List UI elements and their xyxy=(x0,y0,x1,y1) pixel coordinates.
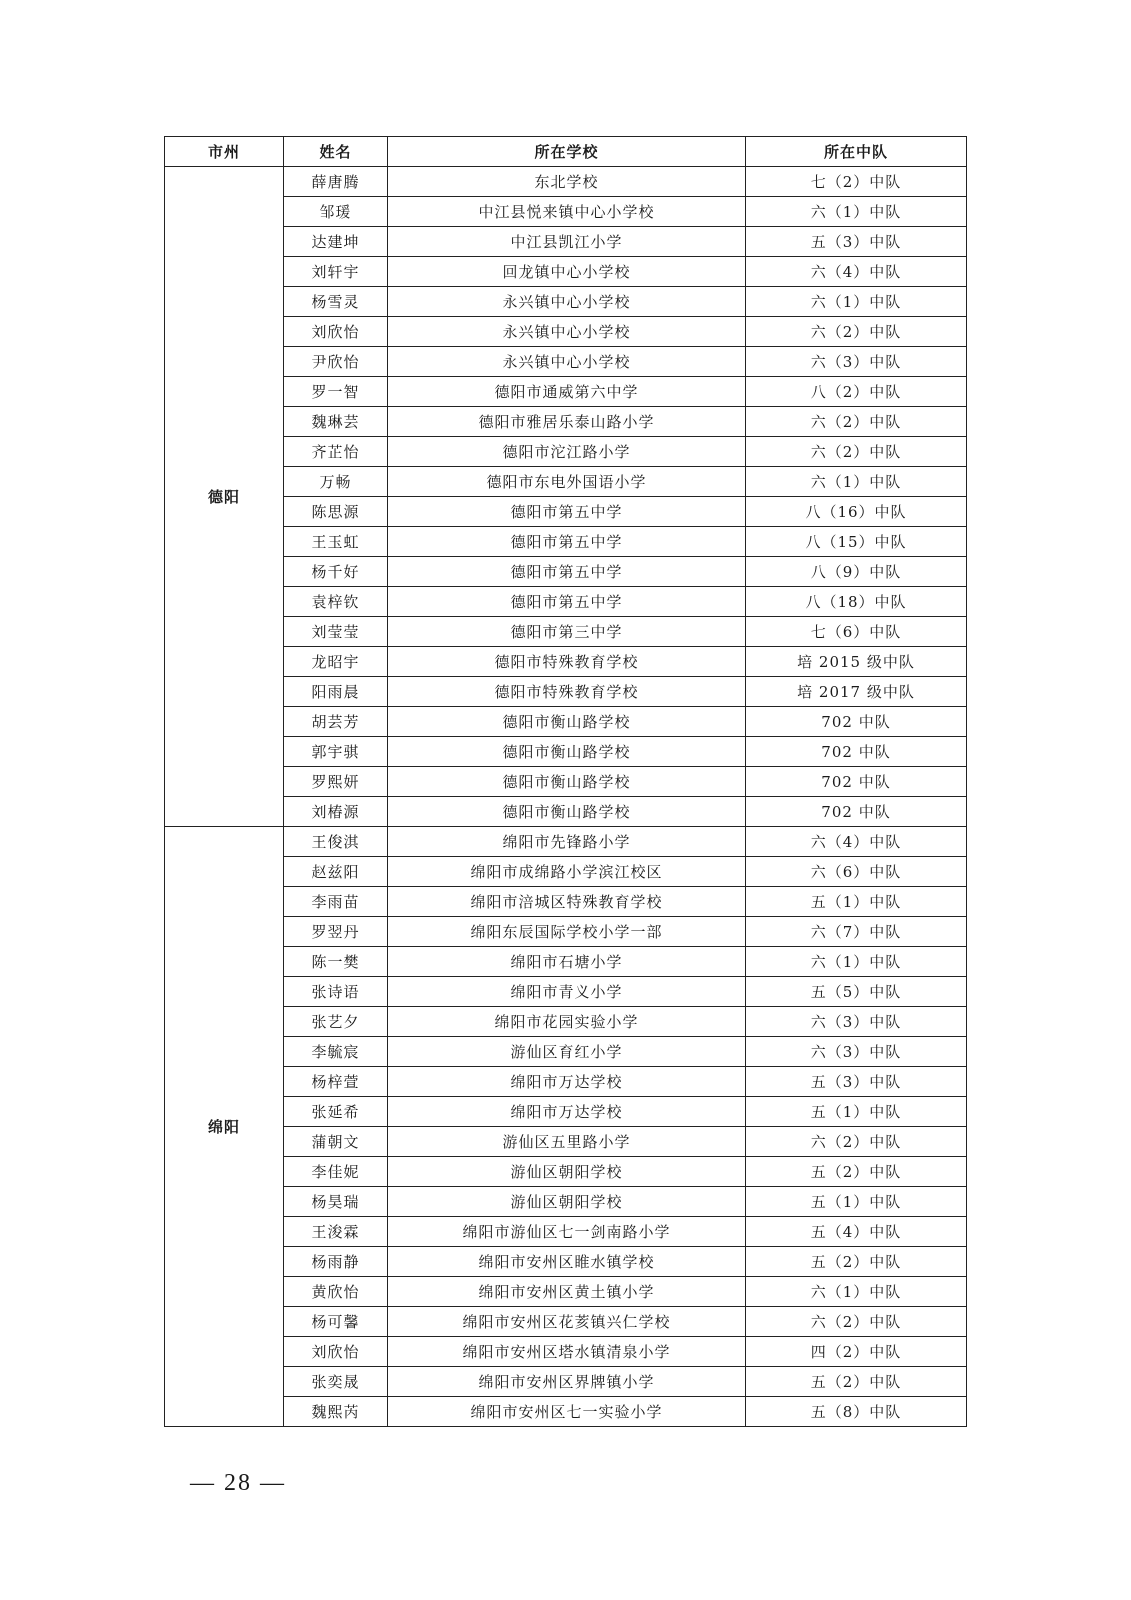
school-cell: 东北学校 xyxy=(388,167,746,197)
student-name-cell: 赵兹阳 xyxy=(284,857,388,887)
student-name-cell: 罗翌丹 xyxy=(284,917,388,947)
school-cell: 德阳市第五中学 xyxy=(388,557,746,587)
table-header-row xyxy=(165,137,967,167)
squad-cell: 五（1）中队 xyxy=(746,887,967,917)
student-name-cell: 袁梓钦 xyxy=(284,587,388,617)
school-cell: 德阳市衡山路学校 xyxy=(388,767,746,797)
student-name-cell: 张诗语 xyxy=(284,977,388,1007)
school-cell: 德阳市衡山路学校 xyxy=(388,797,746,827)
squad-cell: 702 中队 xyxy=(746,797,967,827)
table-row xyxy=(165,647,967,677)
student-name-cell: 刘欣怡 xyxy=(284,1337,388,1367)
table-row xyxy=(165,797,967,827)
squad-cell: 六（3）中队 xyxy=(746,347,967,377)
school-cell: 绵阳市石塘小学 xyxy=(388,947,746,977)
student-name-cell: 刘轩宇 xyxy=(284,257,388,287)
student-name-cell: 郭宇骐 xyxy=(284,737,388,767)
school-cell: 绵阳市万达学校 xyxy=(388,1097,746,1127)
table-row xyxy=(165,767,967,797)
header-school: 所在学校 xyxy=(388,137,746,167)
school-cell: 绵阳市成绵路小学滨江校区 xyxy=(388,857,746,887)
school-cell: 德阳市沱江路小学 xyxy=(388,437,746,467)
student-name-cell: 万畅 xyxy=(284,467,388,497)
squad-cell: 702 中队 xyxy=(746,767,967,797)
city-cell: 绵阳 xyxy=(165,827,284,1427)
school-cell: 绵阳市安州区黄土镇小学 xyxy=(388,1277,746,1307)
squad-cell: 培 2017 级中队 xyxy=(746,677,967,707)
student-name-cell: 张艺夕 xyxy=(284,1007,388,1037)
squad-cell: 702 中队 xyxy=(746,707,967,737)
student-name-cell: 刘椿源 xyxy=(284,797,388,827)
page-number: — 28 — xyxy=(190,1470,286,1496)
school-cell: 游仙区朝阳学校 xyxy=(388,1157,746,1187)
school-cell: 绵阳市先锋路小学 xyxy=(388,827,746,857)
school-cell: 绵阳市安州区睢水镇学校 xyxy=(388,1247,746,1277)
school-cell: 绵阳市花园实验小学 xyxy=(388,1007,746,1037)
table-row xyxy=(165,227,967,257)
school-cell: 中江县凯江小学 xyxy=(388,227,746,257)
student-name-cell: 罗一智 xyxy=(284,377,388,407)
squad-cell: 七（2）中队 xyxy=(746,167,967,197)
table-row xyxy=(165,377,967,407)
school-cell: 德阳市东电外国语小学 xyxy=(388,467,746,497)
table-row xyxy=(165,527,967,557)
table-row xyxy=(165,1337,967,1367)
squad-cell: 七（6）中队 xyxy=(746,617,967,647)
student-name-cell: 罗熙妍 xyxy=(284,767,388,797)
student-name-cell: 张奕晟 xyxy=(284,1367,388,1397)
table-row xyxy=(165,1397,967,1427)
squad-cell: 五（4）中队 xyxy=(746,1217,967,1247)
table-row xyxy=(165,1007,967,1037)
table-row xyxy=(165,317,967,347)
table-row xyxy=(165,1097,967,1127)
school-cell: 游仙区五里路小学 xyxy=(388,1127,746,1157)
table-row xyxy=(165,1367,967,1397)
squad-cell: 五（3）中队 xyxy=(746,1067,967,1097)
student-name-cell: 齐芷怡 xyxy=(284,437,388,467)
table-row xyxy=(165,167,967,197)
table-row xyxy=(165,977,967,1007)
student-name-cell: 达建坤 xyxy=(284,227,388,257)
student-name-cell: 李佳妮 xyxy=(284,1157,388,1187)
school-cell: 游仙区朝阳学校 xyxy=(388,1187,746,1217)
student-name-cell: 胡芸芳 xyxy=(284,707,388,737)
student-name-cell: 杨雨静 xyxy=(284,1247,388,1277)
squad-cell: 五（3）中队 xyxy=(746,227,967,257)
school-cell: 绵阳市安州区七一实验小学 xyxy=(388,1397,746,1427)
school-cell: 德阳市特殊教育学校 xyxy=(388,647,746,677)
school-cell: 绵阳东辰国际学校小学一部 xyxy=(388,917,746,947)
student-name-cell: 邹瑗 xyxy=(284,197,388,227)
student-name-cell: 陈思源 xyxy=(284,497,388,527)
squad-cell: 六（2）中队 xyxy=(746,407,967,437)
school-cell: 德阳市通威第六中学 xyxy=(388,377,746,407)
squad-cell: 五（1）中队 xyxy=(746,1097,967,1127)
school-cell: 绵阳市安州区花荄镇兴仁学校 xyxy=(388,1307,746,1337)
student-name-cell: 王俊淇 xyxy=(284,827,388,857)
student-name-cell: 杨昊瑞 xyxy=(284,1187,388,1217)
student-name-cell: 刘莹莹 xyxy=(284,617,388,647)
squad-cell: 四（2）中队 xyxy=(746,1337,967,1367)
squad-cell: 六（2）中队 xyxy=(746,1307,967,1337)
table-row xyxy=(165,467,967,497)
table-row xyxy=(165,347,967,377)
squad-cell: 六（1）中队 xyxy=(746,197,967,227)
table-row xyxy=(165,557,967,587)
table-row xyxy=(165,1187,967,1217)
school-cell: 游仙区育红小学 xyxy=(388,1037,746,1067)
table-row xyxy=(165,1037,967,1067)
squad-cell: 六（4）中队 xyxy=(746,257,967,287)
student-name-cell: 王浚霖 xyxy=(284,1217,388,1247)
squad-cell: 培 2015 级中队 xyxy=(746,647,967,677)
squad-cell: 六（2）中队 xyxy=(746,1127,967,1157)
table-row xyxy=(165,1307,967,1337)
student-name-cell: 杨梓萱 xyxy=(284,1067,388,1097)
table-row xyxy=(165,197,967,227)
header-city: 市州 xyxy=(165,137,284,167)
school-cell: 永兴镇中心小学校 xyxy=(388,287,746,317)
school-cell: 德阳市衡山路学校 xyxy=(388,707,746,737)
header-name: 姓名 xyxy=(284,137,388,167)
school-cell: 德阳市衡山路学校 xyxy=(388,737,746,767)
table-row xyxy=(165,587,967,617)
school-cell: 绵阳市涪城区特殊教育学校 xyxy=(388,887,746,917)
table-row xyxy=(165,917,967,947)
school-cell: 德阳市雅居乐泰山路小学 xyxy=(388,407,746,437)
table-row xyxy=(165,257,967,287)
squad-cell: 八（2）中队 xyxy=(746,377,967,407)
squad-cell: 六（1）中队 xyxy=(746,287,967,317)
student-name-cell: 李毓宸 xyxy=(284,1037,388,1067)
squad-cell: 六（3）中队 xyxy=(746,1037,967,1067)
table-row xyxy=(165,1277,967,1307)
student-name-cell: 魏熙芮 xyxy=(284,1397,388,1427)
squad-cell: 六（1）中队 xyxy=(746,467,967,497)
squad-cell: 六（7）中队 xyxy=(746,917,967,947)
table-body xyxy=(165,167,967,1427)
squad-cell: 五（2）中队 xyxy=(746,1247,967,1277)
student-name-cell: 杨千好 xyxy=(284,557,388,587)
table-row xyxy=(165,947,967,977)
roster-table xyxy=(164,136,967,1427)
squad-cell: 六（6）中队 xyxy=(746,857,967,887)
table-row xyxy=(165,1247,967,1277)
student-name-cell: 杨可馨 xyxy=(284,1307,388,1337)
school-cell: 中江县悦来镇中心小学校 xyxy=(388,197,746,227)
school-cell: 德阳市第五中学 xyxy=(388,527,746,557)
table-row xyxy=(165,707,967,737)
student-name-cell: 张延希 xyxy=(284,1097,388,1127)
school-cell: 德阳市第五中学 xyxy=(388,587,746,617)
table-row xyxy=(165,407,967,437)
student-name-cell: 薛唐腾 xyxy=(284,167,388,197)
squad-cell: 五（2）中队 xyxy=(746,1157,967,1187)
table-row xyxy=(165,677,967,707)
table-row xyxy=(165,287,967,317)
table-row xyxy=(165,1127,967,1157)
table-row xyxy=(165,827,967,857)
table-row xyxy=(165,437,967,467)
squad-cell: 八（18）中队 xyxy=(746,587,967,617)
student-name-cell: 王玉虹 xyxy=(284,527,388,557)
header-squad: 所在中队 xyxy=(746,137,967,167)
squad-cell: 八（9）中队 xyxy=(746,557,967,587)
squad-cell: 六（1）中队 xyxy=(746,947,967,977)
squad-cell: 六（3）中队 xyxy=(746,1007,967,1037)
student-name-cell: 杨雪灵 xyxy=(284,287,388,317)
student-name-cell: 蒲朝文 xyxy=(284,1127,388,1157)
school-cell: 绵阳市游仙区七一剑南路小学 xyxy=(388,1217,746,1247)
squad-cell: 六（1）中队 xyxy=(746,1277,967,1307)
student-name-cell: 魏琳芸 xyxy=(284,407,388,437)
school-cell: 绵阳市青义小学 xyxy=(388,977,746,1007)
squad-cell: 八（15）中队 xyxy=(746,527,967,557)
student-name-cell: 尹欣怡 xyxy=(284,347,388,377)
table-row xyxy=(165,497,967,527)
school-cell: 永兴镇中心小学校 xyxy=(388,347,746,377)
school-cell: 绵阳市安州区塔水镇清泉小学 xyxy=(388,1337,746,1367)
squad-cell: 五（1）中队 xyxy=(746,1187,967,1217)
school-cell: 德阳市特殊教育学校 xyxy=(388,677,746,707)
student-name-cell: 黄欣怡 xyxy=(284,1277,388,1307)
squad-cell: 六（2）中队 xyxy=(746,317,967,347)
school-cell: 绵阳市安州区界牌镇小学 xyxy=(388,1367,746,1397)
squad-cell: 五（8）中队 xyxy=(746,1397,967,1427)
squad-cell: 五（5）中队 xyxy=(746,977,967,1007)
table-row xyxy=(165,1157,967,1187)
student-name-cell: 刘欣怡 xyxy=(284,317,388,347)
school-cell: 德阳市第五中学 xyxy=(388,497,746,527)
school-cell: 绵阳市万达学校 xyxy=(388,1067,746,1097)
squad-cell: 702 中队 xyxy=(746,737,967,767)
table-row xyxy=(165,617,967,647)
student-name-cell: 陈一樊 xyxy=(284,947,388,977)
school-cell: 永兴镇中心小学校 xyxy=(388,317,746,347)
squad-cell: 五（2）中队 xyxy=(746,1367,967,1397)
table-row xyxy=(165,1217,967,1247)
squad-cell: 六（2）中队 xyxy=(746,437,967,467)
table-row xyxy=(165,1067,967,1097)
student-name-cell: 李雨苗 xyxy=(284,887,388,917)
student-name-cell: 龙昭宇 xyxy=(284,647,388,677)
squad-cell: 六（4）中队 xyxy=(746,827,967,857)
school-cell: 德阳市第三中学 xyxy=(388,617,746,647)
table-row xyxy=(165,887,967,917)
school-cell: 回龙镇中心小学校 xyxy=(388,257,746,287)
squad-cell: 八（16）中队 xyxy=(746,497,967,527)
table-row xyxy=(165,857,967,887)
city-cell: 德阳 xyxy=(165,167,284,827)
student-name-cell: 阳雨晨 xyxy=(284,677,388,707)
table-row xyxy=(165,737,967,767)
